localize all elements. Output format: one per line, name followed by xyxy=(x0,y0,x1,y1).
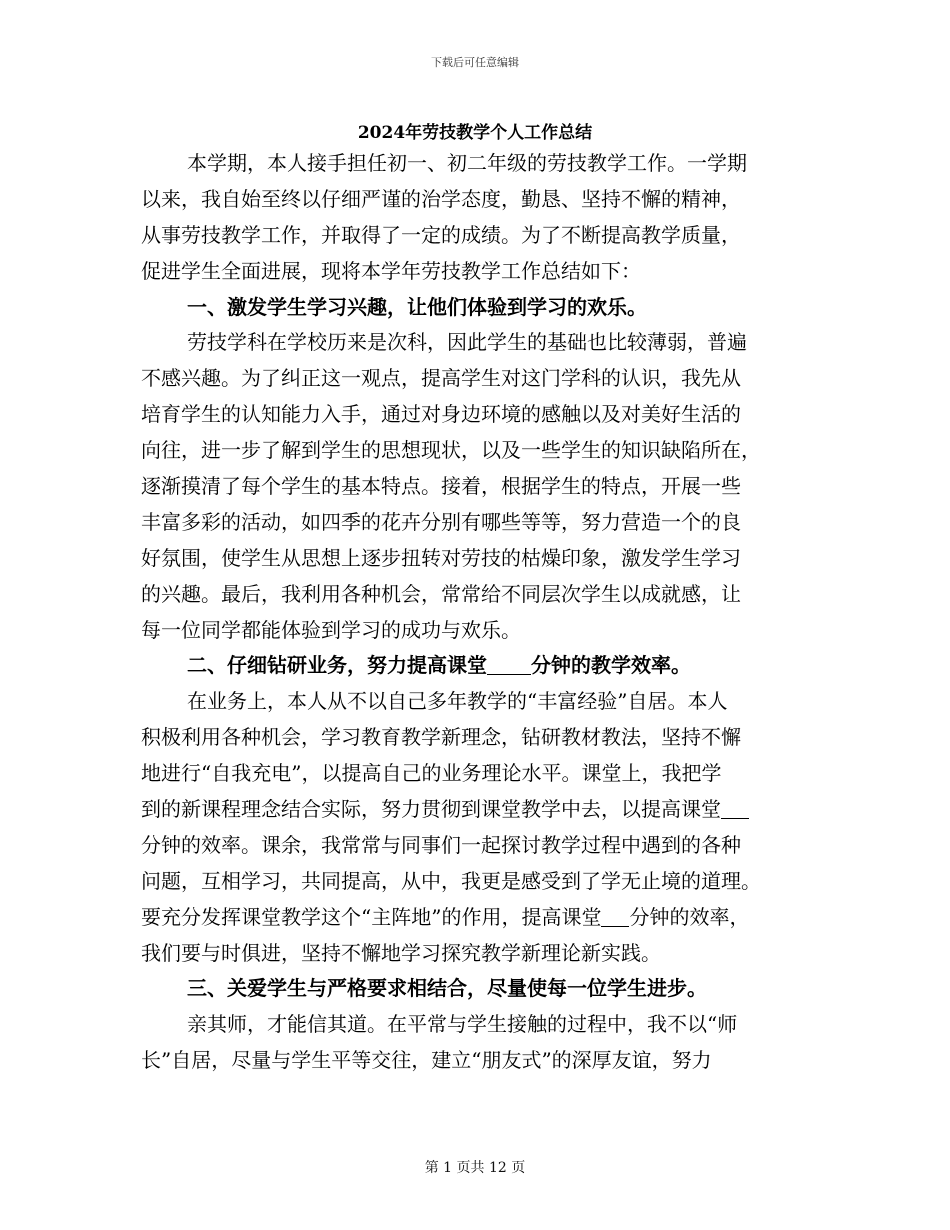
paragraph-line: 劳技学科在学校历来是次科，因此学生的基础也比较薄弱，普遍 xyxy=(187,330,747,355)
paragraph-line: 每一位同学都能体验到学习的成功与欢乐。 xyxy=(141,617,521,642)
page-header-note: 下载后可任意编辑 xyxy=(431,56,519,69)
paragraph-line: 以来，我自始至终以仔细严谨的治学态度，勤恳、坚持不懈的精神， xyxy=(141,186,741,211)
paragraph-line: 逐渐摸清了每个学生的基本特点。接着，根据学生的特点，开展一些 xyxy=(141,474,741,499)
paragraph-line: 的兴趣。最后，我利用各种机会，常常给不同层次学生以成就感，让 xyxy=(141,581,741,606)
paragraph-line: 培育学生的认知能力入手，通过对身边环境的感触以及对美好生活的 xyxy=(141,402,741,427)
paragraph-text: 到的新课程理念结合实际，努力贯彻到课堂教学中去，以提高课堂 xyxy=(141,797,721,822)
paragraph-text: 分钟的效率， xyxy=(629,904,750,929)
paragraph-line: 我们要与时俱进，坚持不懈地学习探究教学新理论新实践。 xyxy=(141,940,661,965)
fill-in-blank xyxy=(721,798,749,819)
document-body xyxy=(141,146,821,1079)
paragraph-line: 丰富多彩的活动，如四季的花卉分别有哪些等等，努力营造一个的良 xyxy=(141,509,741,534)
paragraph-line: 不感兴趣。为了纠正这一观点，提高学生对这门学科的认识，我先从 xyxy=(141,366,741,391)
fill-in-blank xyxy=(601,906,629,927)
document-title: 2024年劳技教学个人工作总结 xyxy=(357,123,593,143)
paragraph-line: 积极利用各种机会，学习教育教学新理念，钻研教材教法，坚持不懈 xyxy=(141,725,741,750)
paragraph-text: 要充分发挥课堂教学这个“主阵地”的作用，提高课堂 xyxy=(141,904,602,929)
paragraph-line: 好氛围，使学生从思想上逐步扭转对劳技的枯燥印象，激发学生学习 xyxy=(141,545,741,570)
paragraph-line: 本学期，本人接手担任初一、初二年级的劳技教学工作。一学期 xyxy=(187,151,747,175)
section-heading-2 xyxy=(141,648,821,684)
paragraph-line: 分钟的效率。课余，我常常与同事们一起探讨教学过程中遇到的各种 xyxy=(141,832,741,857)
paragraph-line: 在业务上，本人从不以自己多年教学的“丰富经验”自居。本人 xyxy=(187,689,728,714)
section-heading-1: 一、激发学生学习兴趣，让他们体验到学习的欢乐。 xyxy=(187,294,647,319)
heading-text: 分钟的教学效率。 xyxy=(531,653,691,678)
paragraph-line xyxy=(141,900,821,936)
paragraph-line: 亲其师，才能信其道。在平常与学生接触的过程中，我不以“师 xyxy=(187,1012,738,1037)
paragraph-line: 长”自居，尽量与学生平等交往，建立“朋友式”的深厚友谊，努力 xyxy=(141,1048,712,1073)
paragraph-line: 促进学生全面进展，现将本学年劳技教学工作总结如下： xyxy=(141,258,641,283)
heading-text: 二、仔细钻研业务，努力提高课堂 xyxy=(187,653,487,678)
paragraph-line: 问题，互相学习，共同提高，从中，我更是感受到了学无止境的道理。 xyxy=(141,868,761,893)
page-number: 第 1 页共 12 页 xyxy=(424,1160,526,1176)
paragraph-line: 地进行“自我充电”，以提高自己的业务理论水平。课堂上，我把学 xyxy=(141,761,722,786)
paragraph-line xyxy=(141,792,821,828)
paragraph-line: 从事劳技教学工作，并取得了一定的成绩。为了不断提高教学质量， xyxy=(141,222,741,247)
fill-in-blank xyxy=(487,654,531,675)
section-heading-3: 三、关爱学生与严格要求相结合，尽量使每一位学生进步。 xyxy=(187,976,707,1001)
paragraph-line: 向往，进一步了解到学生的思想现状，以及一些学生的知识缺陷所在， xyxy=(141,438,761,463)
